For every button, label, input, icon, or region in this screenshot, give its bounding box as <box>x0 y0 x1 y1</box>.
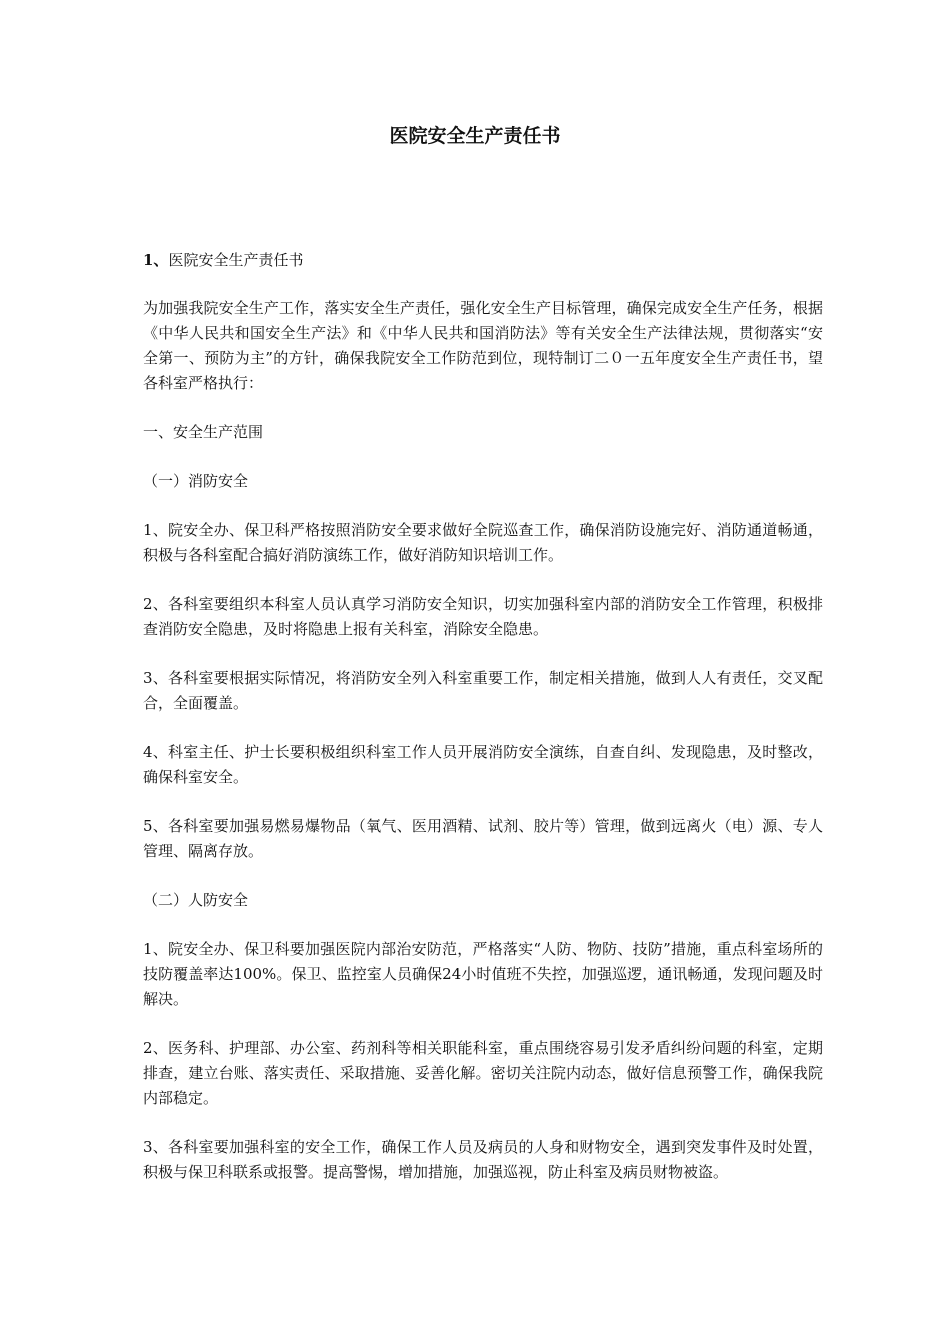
fire-safety-item-4: 4、科室主任、护士长要积极组织科室工作人员开展消防安全演练，自查自纠、发现隐患，及时整改，确保科室安全。 <box>143 743 823 786</box>
security-item-2: 2、医务科、护理部、办公室、药剂科等相关职能科室，重点围绕容易引发矛盾纠纷问题的科室，定期排查，建立台账、落实责任、采取措施、妥善化解。密切关注院内动态，做好信息预警工作，确保我院内部稳定。 <box>143 1039 823 1107</box>
security-item-1: 1、院安全办、保卫科要加强医院内部治安防范，严格落实“人防、物防、技防”措施，重点科室场所的技防覆盖率达100%。保卫、监控室人员确保24小时值班不失控，加强巡逻，通讯畅通，发现问题及时解决。 <box>143 940 823 1008</box>
section-heading-number: 1、 <box>143 251 169 269</box>
section-title-scope: 一、安全生产范围 <box>143 423 264 441</box>
fire-safety-item-3: 3、各科室要根据实际情况，将消防安全列入科室重要工作，制定相关措施，做到人人有责任，交叉配合，全面覆盖。 <box>143 669 823 712</box>
subsection-title-security: （二）人防安全 <box>143 891 249 909</box>
security-item-3: 3、各科室要加强科室的安全工作，确保工作人员及病员的人身和财物安全，遇到突发事件及时处置，积极与保卫科联系或报警。提高警惕，增加措施，加强巡视，防止科室及病员财物被盗。 <box>143 1138 823 1181</box>
fire-safety-item-5: 5、各科室要加强易燃易爆物品（氧气、医用酒精、试剂、胶片等）管理，做到远离火（电）源、专人管理、隔离存放。 <box>143 817 823 860</box>
subsection-title-fire-safety: （一）消防安全 <box>143 472 249 490</box>
fire-safety-item-2: 2、各科室要组织本科室人员认真学习消防安全知识，切实加强科室内部的消防安全工作管理，积极排查消防安全隐患，及时将隐患上报有关科室，消除安全隐患。 <box>143 595 823 638</box>
fire-safety-item-1: 1、院安全办、保卫科严格按照消防安全要求做好全院巡查工作，确保消防设施完好、消防通道畅通，积极与各科室配合搞好消防演练工作，做好消防知识培训工作。 <box>143 521 823 564</box>
document-body <box>143 248 823 1209</box>
document-title: 医院安全生产责任书 <box>389 125 561 147</box>
section-heading-text: 医院安全生产责任书 <box>168 251 304 269</box>
intro-paragraph: 为加强我院安全生产工作，落实安全生产责任，强化安全生产目标管理，确保完成安全生产任务，根据《中华人民共和国安全生产法》和《中华人民共和国消防法》等有关安全生产法律法规，贯彻落实“安全第一、预防为主”的方针，确保我院安全工作防范到位，现特制订二０一五年度安全生产责任书，望各科室严格执行： <box>143 299 823 392</box>
section-heading <box>143 248 823 273</box>
